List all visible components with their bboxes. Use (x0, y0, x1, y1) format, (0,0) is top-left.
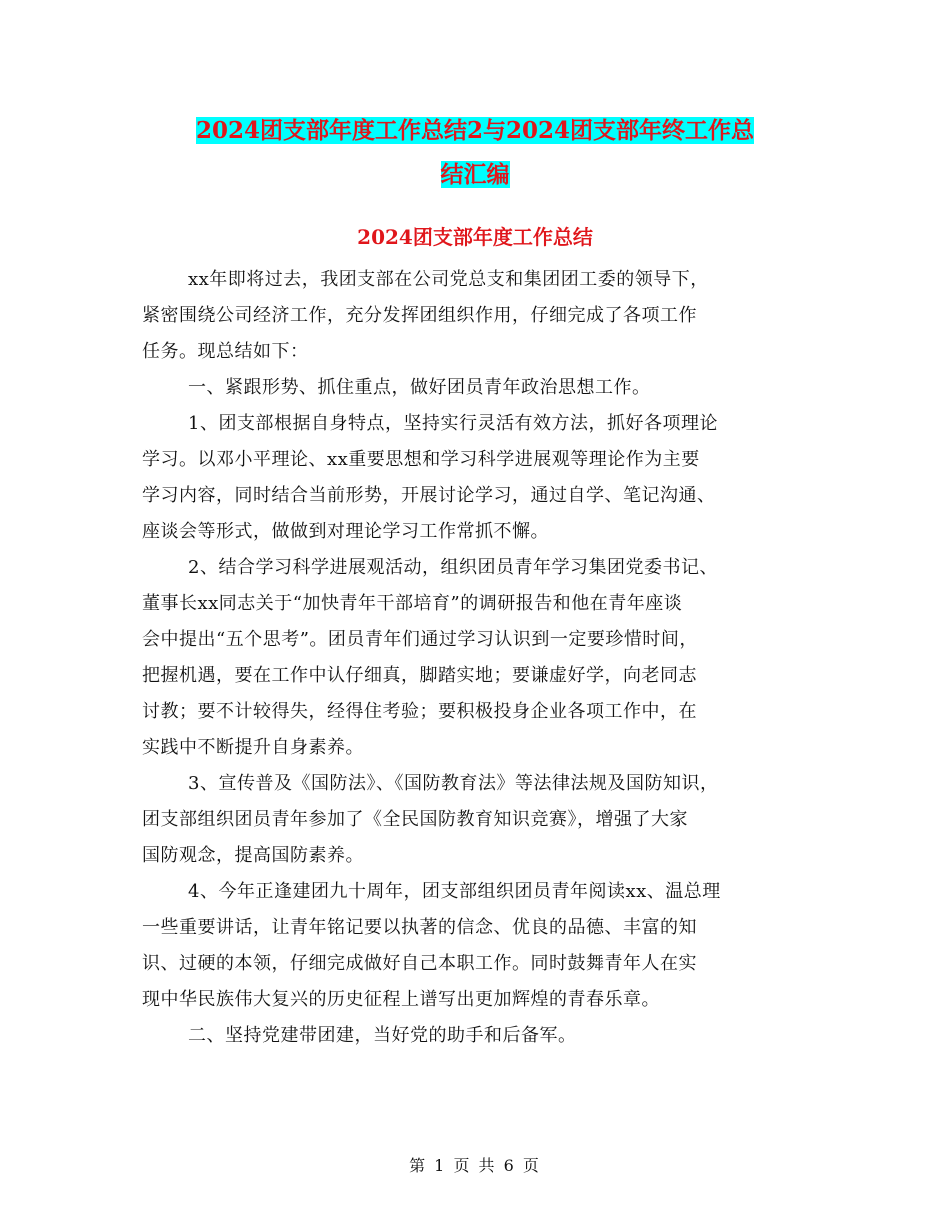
paragraph-line: 1、团支部根据自身特点，坚持实行灵活有效方法，抓好各项理论 (188, 413, 718, 434)
paragraph-line: 识、过硬的本领，仔细完成做好自己本职工作。同时鼓舞青年人在实 (142, 953, 697, 974)
paragraph-line: 把握机遇，要在工作中认仔细真，脚踏实地；要谦虚好学，向老同志 (142, 665, 697, 686)
paragraph-line: 学习。以邓小平理论、xx重要思想和学习科学进展观等理论作为主要 (142, 449, 700, 470)
paragraph-line: 紧密围绕公司经济工作，充分发挥团组织作用，仔细完成了各项工作 (142, 305, 697, 326)
paragraph-line: 董事长xx同志关于“加快青年干部培育”的调研报告和他在青年座谈 (142, 593, 683, 614)
paragraph-line: 讨教；要不计较得失，经得住考验；要积极投身企业各项工作中，在 (142, 701, 697, 722)
paragraph-line: 国防观念，提高国防素养。 (142, 845, 364, 866)
page-footer: 第 1 页 共 6 页 (409, 1156, 541, 1175)
paragraph-line: 一些重要讲话，让青年铭记要以执著的信念、优良的品德、丰富的知 (142, 917, 697, 938)
paragraph-line: 团支部组织团员青年参加了《全民国防教育知识竞赛》，增强了大家 (142, 809, 688, 830)
paragraph-line: 学习内容，同时结合当前形势，开展讨论学习，通过自学、笔记沟通、 (142, 485, 716, 506)
paragraph-line: xx年即将过去，我团支部在公司党总支和集团团工委的领导下， (188, 269, 709, 290)
paragraph-line: 现中华民族伟大复兴的历史征程上谱写出更加辉煌的青春乐章。 (142, 989, 660, 1010)
paragraph-line: 一、紧跟形势、抓住重点，做好团员青年政治思想工作。 (188, 377, 651, 398)
paragraph-line: 3、宣传普及《国防法》、《国防教育法》等法律法规及国防知识， (188, 773, 719, 794)
document-title-line-2 (0, 152, 950, 198)
paragraph-line: 4、今年正逢建团九十周年，团支部组织团员青年阅读xx、温总理 (188, 881, 721, 902)
document-title-text-2: 结汇编 (440, 161, 510, 188)
paragraph-line: 二、坚持党建带团建，当好党的助手和后备军。 (188, 1025, 577, 1046)
document-title-text-1: 2024团支部年度工作总结2与2024团支部年终工作总 (195, 117, 755, 144)
paragraph-line: 会中提出“五个思考”。团员青年们通过学习认识到一定要珍惜时间， (142, 629, 698, 650)
section-title: 2024团支部年度工作总结 (357, 225, 593, 249)
paragraph-line: 2、结合学习科学进展观活动，组织团员青年学习集团党委书记、 (188, 557, 718, 578)
paragraph-line: 实践中不断提升自身素养。 (142, 737, 364, 758)
document-title-line-1 (0, 108, 950, 154)
paragraph-line: 任务。现总结如下： (142, 341, 309, 362)
paragraph-line: 座谈会等形式，做做到对理论学习工作常抓不懈。 (142, 521, 549, 542)
